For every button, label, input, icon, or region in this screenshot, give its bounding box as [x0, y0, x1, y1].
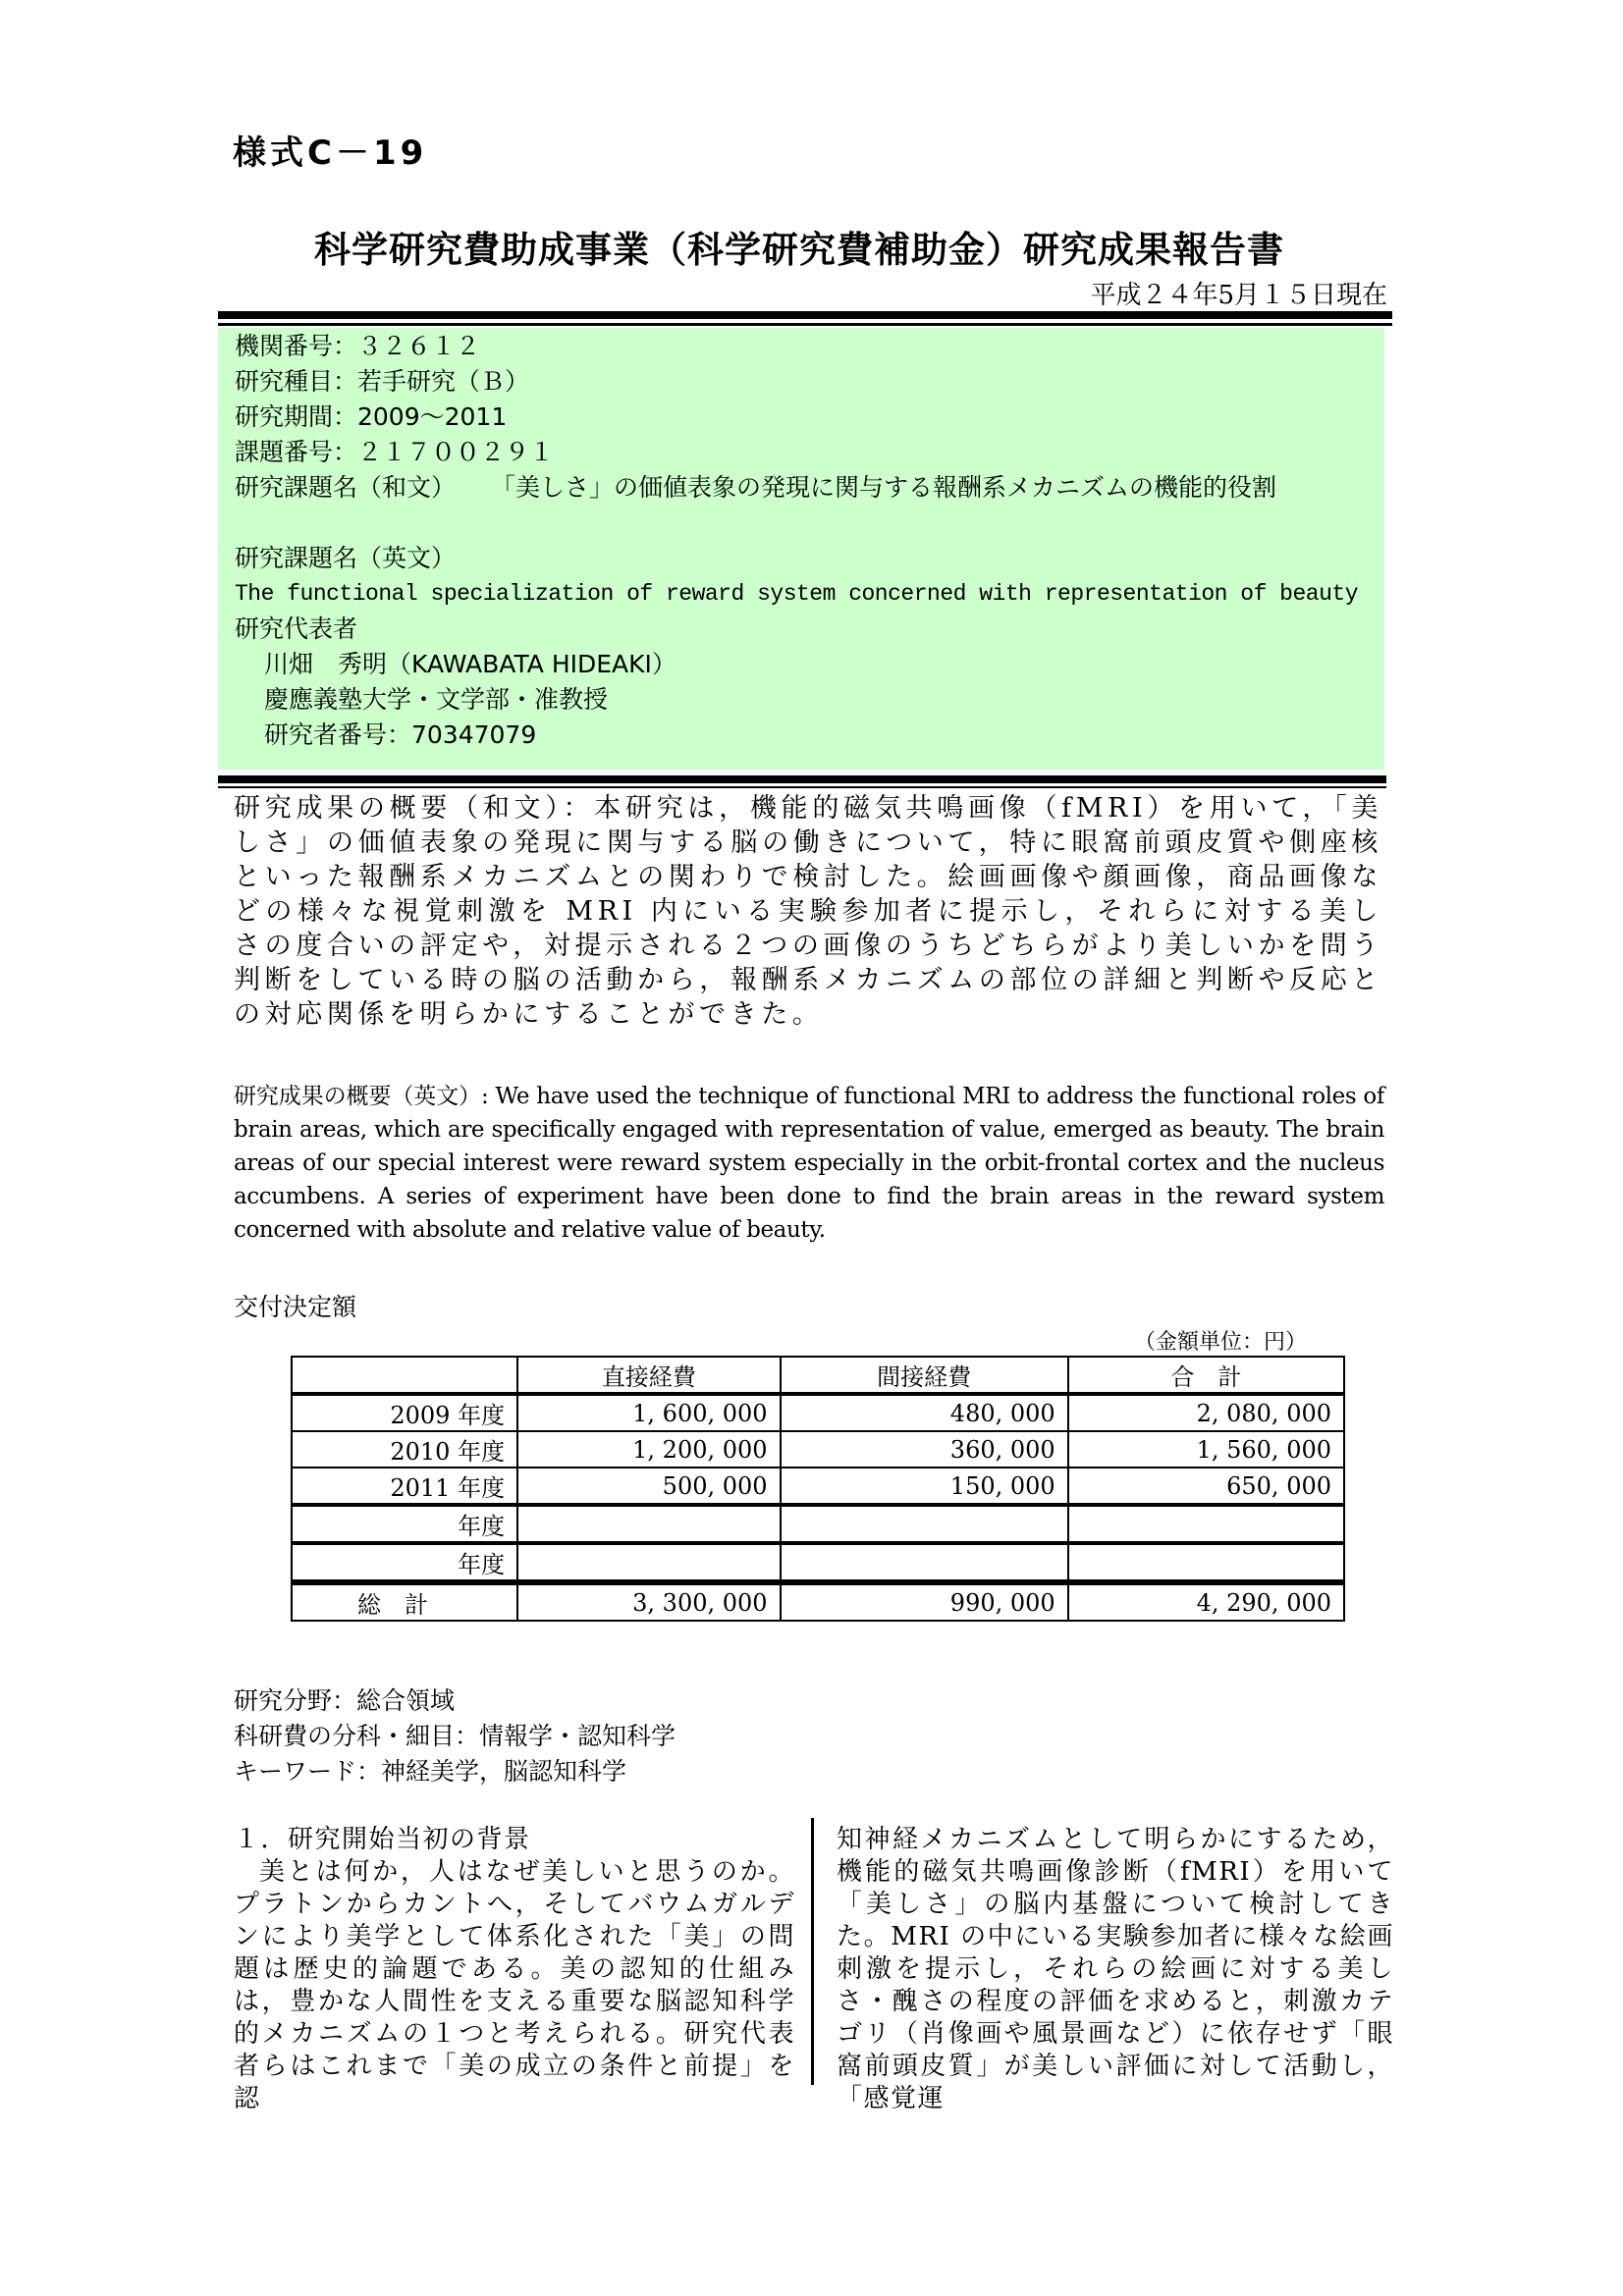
as-of-date: 平成２４年5月１５日現在 [1090, 281, 1387, 310]
institution-number: 機関番号：３２６１２ [235, 332, 481, 360]
section-heading: １．研究開始当初の背景 [234, 1825, 531, 1854]
table-row [292, 1431, 1344, 1468]
project-title-jp: 「美しさ」の価値表象の発現に関与する報酬系メカニズムの機能的役割 [490, 473, 1276, 502]
project-title-en: The functional specialization of reward system concerned with representation of beauty [235, 581, 1358, 607]
indirect-cell: 360, 000 [781, 1431, 1068, 1468]
column-header-indirect: 間接経費 [781, 1357, 1068, 1394]
direct-cell [517, 1505, 780, 1543]
table-total-row [292, 1582, 1344, 1621]
project-info-box [218, 328, 1384, 770]
indirect-cell: 480, 000 [781, 1394, 1068, 1431]
grant-heading: 交付決定額 [234, 1293, 357, 1321]
grant-unit-note: （金額単位：円） [1134, 1330, 1308, 1355]
project-title-jp-label: 研究課題名（和文） [235, 473, 457, 502]
representative-name: 川畑 秀明（KAWABATA HIDEAKI） [264, 650, 676, 678]
indirect-total-cell: 990, 000 [781, 1582, 1068, 1621]
body-left-column [234, 1824, 795, 2115]
total-cell [1068, 1505, 1344, 1543]
year-cell: 2010 年度 [292, 1431, 517, 1468]
summary-jp: 研究成果の概要（和文）：本研究は，機能的磁気共鳴画像（fMRI）を用いて，「美しさ」の価値表象の発現に関与する脳の働きについて，特に眼窩前頭皮質や側座核といった報酬系メカニズムとの関わりで検討した。絵画画像や顔画像，商品画像などの様々な視覚刺激を MRI 内にいる実験参加者に提示し，それらに対する美しさの度合いの評定や，対提示される２つの画像のうちどちらがより美しいかを問う判断をしている時の脳の活動から，報酬系メカニズムの部位の詳細と判断や反応との対応関係を明らかにすることができた。 [234, 793, 1382, 1030]
direct-total-cell: 3, 300, 000 [517, 1582, 780, 1621]
direct-cell [517, 1543, 780, 1582]
indirect-cell [781, 1543, 1068, 1582]
research-category: 研究種目：若手研究（Ｂ） [235, 367, 530, 396]
keywords: キーワード：神経美学，脳認知科学 [234, 1757, 627, 1786]
total-cell [1068, 1543, 1344, 1582]
total-cell: 650, 000 [1068, 1468, 1344, 1505]
indirect-cell: 150, 000 [781, 1468, 1068, 1505]
project-title-en-label: 研究課題名（英文） [235, 544, 457, 572]
table-row [292, 1468, 1344, 1505]
document-title: 科学研究費助成事業（科学研究費補助金）研究成果報告書 [314, 229, 1284, 271]
total-cell: 2, 080, 000 [1068, 1394, 1344, 1431]
project-number: 課題番号：２１７００２９１ [235, 438, 555, 466]
direct-cell: 500, 000 [517, 1468, 780, 1505]
research-subfield: 科研費の分科・細目：情報学・認知科学 [234, 1722, 676, 1750]
total-label-cell: 総計 [292, 1582, 517, 1621]
representative-affiliation: 慶應義塾大学・文学部・准教授 [264, 685, 609, 714]
direct-cell: 1, 200, 000 [517, 1431, 780, 1468]
research-field: 研究分野：総合領域 [234, 1686, 456, 1715]
info-rule-thin [218, 786, 1386, 788]
representative-label: 研究代表者 [235, 614, 358, 643]
research-period: 研究期間：2009～2011 [235, 402, 508, 431]
grant-table [291, 1356, 1345, 1622]
year-cell: 年度 [292, 1505, 517, 1543]
header-rule-thick [218, 311, 1392, 319]
header-rule-thin [218, 323, 1392, 326]
form-code: 様式C－19 [233, 133, 428, 173]
direct-cell: 1, 600, 000 [517, 1394, 780, 1431]
table-row [292, 1394, 1344, 1431]
column-header-year [292, 1357, 517, 1394]
researcher-number: 研究者番号：70347079 [264, 721, 537, 749]
year-cell: 2011 年度 [292, 1468, 517, 1505]
column-header-total: 合 計 [1068, 1357, 1344, 1394]
indirect-cell [781, 1505, 1068, 1543]
year-cell: 年度 [292, 1543, 517, 1582]
table-row [292, 1543, 1344, 1582]
background-paragraph-continued: 知神経メカニズムとして明らかにするため，機能的磁気共鳴画像診断（fMRI）を用いて「美しさ」の脳内基盤について検討してきた。MRI の中にいる実験参加者に様々な絵画刺激を提示し，それらの絵画に対する美しさ・醜さの程度の評価を求めると，刺激カテゴリ（肖像画や風景画など）に依存せず「眼窩前頭皮質」が美しい評価に対して活動し，「感覚運 [837, 1825, 1394, 2113]
grand-total-cell: 4, 290, 000 [1068, 1582, 1344, 1621]
column-header-direct: 直接経費 [517, 1357, 780, 1394]
column-divider [811, 1818, 814, 2085]
body-right-column [837, 1824, 1394, 2115]
total-cell: 1, 560, 000 [1068, 1431, 1344, 1468]
table-row [292, 1505, 1344, 1543]
info-rule-thick [218, 775, 1386, 783]
background-paragraph: 美とは何か，人はなぜ美しいと思うのか。プラトンからカントへ，そしてバウムガルデンにより美学として体系化された「美」の問題は歴史的論題である。美の認知的仕組みは，豊かな人間性を支える重要な脳認知科学的メカニズムの１つと考えられる。研究代表者らはこれまで「美の成立の条件と前提」を認 [234, 1857, 795, 2113]
project-title-jp-line [235, 473, 1276, 503]
summary-en: 研究成果の概要（英文）: We have used the technique of functional MRI to address the functional roles of brain areas, which are specifically engaged with representation of value, emerged as beauty. The brain areas of our special interest were reward system especially in the orbit-frontal cortex and the nucleus accumbens. A series of experiment have been done to find the brain areas in the reward system concerned with absolute and relative value of beauty. [234, 1084, 1384, 1243]
table-header-row [292, 1357, 1344, 1394]
year-cell: 2009 年度 [292, 1394, 517, 1431]
